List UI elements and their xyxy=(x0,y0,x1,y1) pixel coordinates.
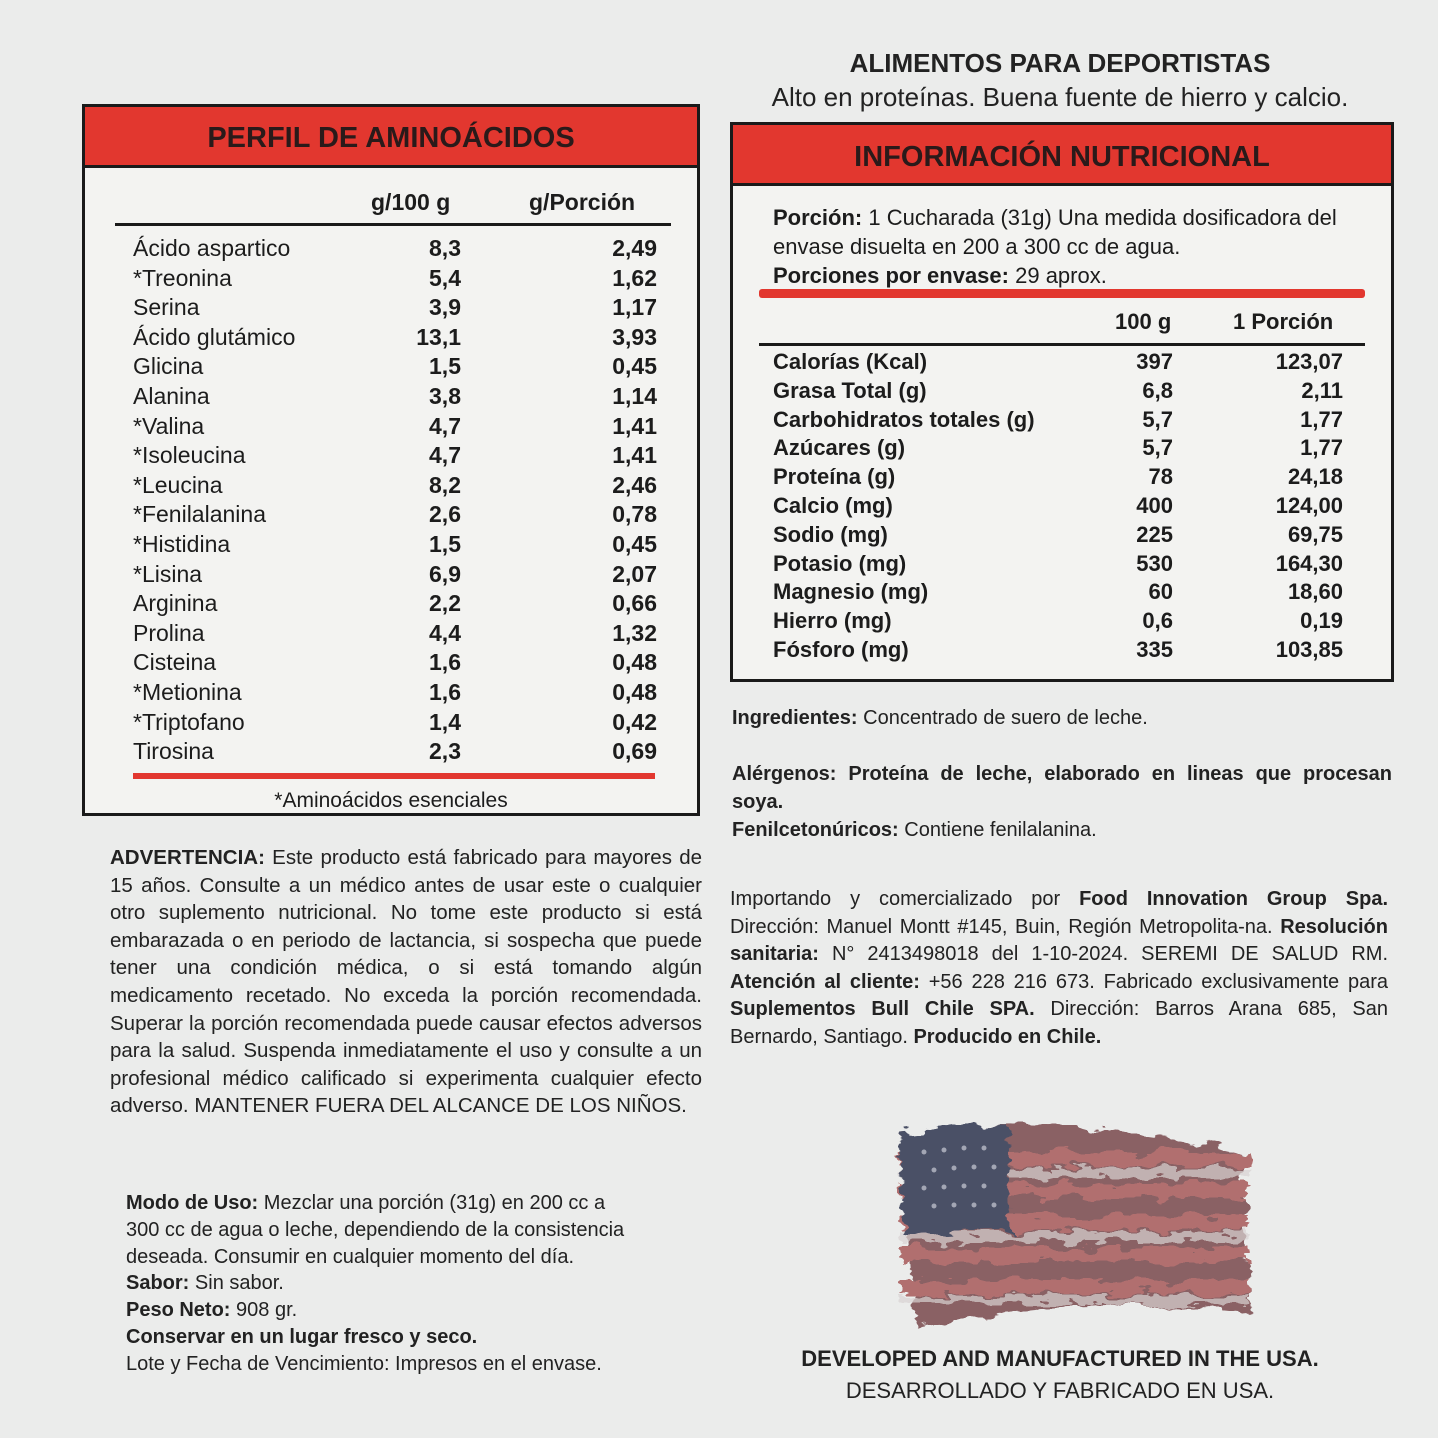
nutrient-name: *Triptofano xyxy=(133,708,245,735)
pku-text: Contiene fenilalanina. xyxy=(904,819,1097,841)
allergens-block xyxy=(732,760,1392,844)
value-per-100g: 2,6 xyxy=(429,501,461,528)
nutrient-name: Arginina xyxy=(133,590,218,617)
nutrient-name: *Treonina xyxy=(133,264,232,291)
nutrition-row xyxy=(773,349,1353,378)
amino-row xyxy=(133,619,657,650)
ingredients-block xyxy=(732,704,1392,732)
amino-footnote: *Aminoácidos esenciales xyxy=(274,789,508,812)
nutrition-red-divider xyxy=(759,289,1365,298)
value-per-portion: 3,93 xyxy=(612,323,657,350)
value-per-100g: 4,4 xyxy=(429,619,461,646)
amino-row xyxy=(133,442,657,472)
value-per-portion: 0,69 xyxy=(612,738,657,765)
value-per-portion: 1,41 xyxy=(612,442,657,469)
nutrient-name: Proteína (g) xyxy=(773,464,896,490)
value-per-100g: 78 xyxy=(1148,464,1173,490)
value-per-portion: 18,60 xyxy=(1287,579,1343,605)
portion-label: Porción: xyxy=(773,205,863,230)
value-per-100g: 6,9 xyxy=(429,560,461,587)
value-per-portion: 0,45 xyxy=(612,353,657,380)
nutrition-column-headers xyxy=(759,305,1365,346)
flavor-label: Sabor: xyxy=(126,1272,190,1295)
weight-label: Peso Neto: xyxy=(126,1299,231,1322)
nutrition-row xyxy=(773,464,1353,493)
storage-text: Conservar en un lugar fresco y seco. xyxy=(126,1325,478,1348)
value-per-portion: 124,00 xyxy=(1275,492,1343,518)
nutrition-panel-title: INFORMACIÓN NUTRICIONAL xyxy=(733,125,1391,186)
usage-line3: deseada. Consumir en cualquier momento del día. xyxy=(126,1245,575,1268)
amino-row xyxy=(133,353,657,383)
value-per-100g: 3,9 xyxy=(429,294,461,321)
nutrient-name: Magnesio (mg) xyxy=(773,579,929,605)
importer-block xyxy=(730,886,1388,1052)
value-per-portion: 0,66 xyxy=(612,590,657,617)
amino-acid-panel xyxy=(82,104,700,816)
value-per-portion: 1,17 xyxy=(612,294,657,321)
warning-label: ADVERTENCIA: xyxy=(110,846,265,869)
amino-red-divider xyxy=(133,773,655,779)
value-per-portion: 0,45 xyxy=(612,530,657,557)
nutrient-name: Ácido glutámico xyxy=(133,323,296,350)
nutrient-name: *Valina xyxy=(133,412,205,439)
value-per-100g: 1,6 xyxy=(429,678,461,705)
value-per-100g: 8,2 xyxy=(429,471,461,498)
amino-row xyxy=(133,471,657,502)
value-per-100g: 13,1 xyxy=(416,323,461,350)
value-per-portion: 123,07 xyxy=(1275,349,1343,374)
usa-flag-icon xyxy=(880,1112,1260,1342)
nutrient-name: Tirosina xyxy=(133,738,214,765)
value-per-portion: 0,48 xyxy=(612,678,657,705)
usage-line1: Mezclar una porción (31g) en 200 cc a xyxy=(263,1192,606,1214)
pku-label: Fenilcetonúricos: xyxy=(732,819,899,841)
value-per-portion: 1,32 xyxy=(612,619,657,646)
value-per-100g: 1,5 xyxy=(429,530,461,557)
nutrient-name: Ácido aspartico xyxy=(133,235,291,261)
resolution-label: Resolución sanitaria: xyxy=(730,915,1388,966)
value-per-100g: 400 xyxy=(1136,492,1173,518)
resolution-text: N° 2413498018 del 1-10-2024. SEREMI DE SALUD RM. xyxy=(831,943,1389,966)
value-per-portion: 164,30 xyxy=(1275,550,1343,576)
value-per-100g: 1,5 xyxy=(429,353,461,380)
value-per-100g: 530 xyxy=(1136,550,1173,576)
value-per-portion: 2,49 xyxy=(612,235,657,261)
amino-table xyxy=(133,235,657,768)
usage-block xyxy=(126,1190,706,1378)
lot-text: Lote y Fecha de Vencimiento: Impresos en el envase. xyxy=(126,1352,602,1375)
made-in-usa-english: DEVELOPED AND MANUFACTURED IN THE USA. xyxy=(801,1346,1319,1371)
amino-row xyxy=(133,235,657,265)
customer-service-text: +56 228 216 673. Fabricado exclusivamente para xyxy=(928,970,1388,993)
amino-row xyxy=(133,530,657,561)
value-per-100g: 335 xyxy=(1136,636,1173,662)
amino-row xyxy=(133,590,657,620)
nutrition-row xyxy=(773,407,1353,436)
nutrient-name: *Isoleucina xyxy=(133,442,246,469)
value-per-portion: 0,42 xyxy=(612,708,657,735)
value-per-100g: 225 xyxy=(1136,521,1173,547)
nutrition-row xyxy=(773,493,1353,522)
nutrient-name: Serina xyxy=(133,294,200,321)
amino-row xyxy=(133,560,657,591)
usage-line2: 300 cc de agua o leche, dependiendo de la consistencia xyxy=(126,1218,625,1241)
amino-col-100g: g/100 g xyxy=(371,189,451,215)
nutrient-name: *Lisina xyxy=(133,560,203,587)
amino-row xyxy=(133,382,657,413)
value-per-100g: 4,7 xyxy=(429,442,461,469)
weight-text: 908 gr. xyxy=(236,1299,298,1322)
warning-text: Este producto está fabricado para mayores de 15 años. Consulte a un médico antes de usar este o cualquier otro suplemento nutricional. No tome este producto si está embarazada o en periodo de lactancia, si sospecha que puede tener una condición médica, o si está tomando algún medicamento recetado. No exceda la porción recomendada. Superar la porción recomendada puede causar efectos adversos para la salud. Suspenda inmediatamente el uso y consulte a un profesional médico calificado si experimenta cualquier efecto adverso. MANTENER FUERA DEL ALCANCE DE LOS NIÑOS. xyxy=(110,846,702,1118)
value-per-100g: 60 xyxy=(1148,579,1173,605)
nutrition-panel xyxy=(730,122,1394,682)
product-category-title: ALIMENTOS PARA DEPORTISTAS xyxy=(849,48,1271,78)
nutrition-row xyxy=(773,378,1353,407)
amino-column-headers xyxy=(115,187,671,226)
made-in-usa-spanish: DESARROLLADO Y FABRICADO EN USA. xyxy=(845,1378,1275,1403)
value-per-100g: 1,4 xyxy=(429,708,461,735)
amino-col-portion: g/Porción xyxy=(529,189,636,215)
warning-block xyxy=(110,844,702,1120)
value-per-100g: 5,4 xyxy=(429,264,461,291)
value-per-100g: 5,7 xyxy=(1142,435,1173,461)
usage-label: Modo de Uso: xyxy=(126,1192,259,1214)
nutrient-name: Prolina xyxy=(133,619,205,646)
amino-row xyxy=(133,323,657,354)
servings-label: Porciones por envase: xyxy=(773,263,1009,288)
value-per-portion: 0,48 xyxy=(612,649,657,676)
value-per-100g: 4,7 xyxy=(429,412,461,439)
amino-row xyxy=(133,501,657,531)
nutrient-name: Carbohidratos totales (g) xyxy=(773,406,1035,432)
value-per-100g: 8,3 xyxy=(429,235,461,261)
manufacturer-name: Suplementos Bull Chile SPA. xyxy=(730,998,1035,1021)
nutrition-row xyxy=(773,551,1353,580)
nutrition-row xyxy=(773,608,1353,637)
servings-text: 29 aprox. xyxy=(1015,263,1107,288)
portion-text: 1 Cucharada (31g) Una medida dosificadora del envase disuelta en 200 a 300 cc de agua. xyxy=(773,205,1337,259)
value-per-portion: 2,46 xyxy=(612,471,657,498)
nutrient-name: Potasio (mg) xyxy=(773,550,907,576)
nutrient-name: Calcio (mg) xyxy=(773,492,893,518)
value-per-portion: 1,77 xyxy=(1300,406,1343,432)
nutrient-name: Glicina xyxy=(133,353,204,380)
value-per-100g: 397 xyxy=(1136,349,1173,374)
value-per-100g: 3,8 xyxy=(429,382,461,409)
value-per-100g: 2,2 xyxy=(429,590,461,617)
nutrition-row xyxy=(773,637,1353,666)
manufacturer-address: Dirección: Barros Arana 685, San Bernardo, Santiago. xyxy=(730,998,1388,1048)
value-per-portion: 69,75 xyxy=(1287,521,1343,547)
amino-row xyxy=(133,678,657,709)
customer-service-label: Atención al cliente: xyxy=(730,970,920,993)
allergens-text: Proteína de leche, elaborado en lineas que procesan soya. xyxy=(732,763,1392,813)
nutrition-row xyxy=(773,522,1353,551)
amino-panel-title: PERFIL DE AMINOÁCIDOS xyxy=(85,107,697,168)
value-per-100g: 2,3 xyxy=(429,738,461,765)
value-per-portion: 24,18 xyxy=(1287,464,1343,490)
origin-text: Producido en Chile. xyxy=(913,1025,1102,1048)
nutrient-name: Grasa Total (g) xyxy=(773,377,927,403)
nutrient-name: *Histidina xyxy=(133,530,231,557)
amino-row xyxy=(133,412,657,443)
nutrient-name: *Fenilalanina xyxy=(133,501,266,528)
value-per-portion: 0,78 xyxy=(612,501,657,528)
amino-row xyxy=(133,708,657,739)
nutrition-row xyxy=(773,579,1353,608)
value-per-100g: 0,6 xyxy=(1142,608,1173,634)
nutrition-row xyxy=(773,435,1353,464)
value-per-portion: 1,14 xyxy=(612,382,657,409)
nutrient-name: Sodio (mg) xyxy=(773,521,888,547)
value-per-100g: 5,7 xyxy=(1142,406,1173,432)
importer-address: Dirección: Manuel Montt #145, Buin, Región Metropolita-na. xyxy=(730,915,1273,938)
value-per-portion: 1,62 xyxy=(612,264,657,291)
product-claim-subtitle: Alto en proteínas. Buena fuente de hierro y calcio. xyxy=(771,82,1349,112)
amino-row xyxy=(133,738,657,768)
nutrient-name: *Leucina xyxy=(133,471,223,498)
nutrition-col-portion: 1 Porción xyxy=(1233,309,1334,334)
value-per-portion: 1,41 xyxy=(612,412,657,439)
nutrition-col-100g: 100 g xyxy=(1115,309,1172,334)
allergens-label: Alérgenos: xyxy=(732,763,837,785)
value-per-portion: 2,07 xyxy=(612,560,657,587)
value-per-portion: 2,11 xyxy=(1301,377,1343,403)
flavor-text: Sin sabor. xyxy=(194,1272,284,1295)
importer-company: Food Innovation Group Spa. xyxy=(1079,888,1388,910)
value-per-100g: 1,6 xyxy=(429,649,461,676)
nutrient-name: Azúcares (g) xyxy=(773,435,906,461)
value-per-portion: 103,85 xyxy=(1275,636,1343,662)
nutrient-name: *Metionina xyxy=(133,678,242,705)
nutrient-name: Cisteina xyxy=(133,649,217,676)
ingredients-label: Ingredientes: xyxy=(732,707,858,729)
value-per-portion: 0,19 xyxy=(1300,608,1343,634)
nutrient-name: Alanina xyxy=(133,382,210,409)
nutrient-name: Hierro (mg) xyxy=(773,608,892,634)
amino-row xyxy=(133,649,657,679)
value-per-100g: 6,8 xyxy=(1142,377,1173,403)
nutrient-name: Calorías (Kcal) xyxy=(773,349,928,374)
portion-info xyxy=(773,203,1373,290)
importer-intro: Importando y comercializado por xyxy=(730,888,1061,910)
value-per-portion: 1,77 xyxy=(1300,435,1343,461)
nutrient-name: Fósforo (mg) xyxy=(773,636,909,662)
ingredients-text: Concentrado de suero de leche. xyxy=(863,707,1148,729)
amino-row xyxy=(133,294,657,324)
amino-row xyxy=(133,264,657,295)
nutrition-table xyxy=(773,349,1353,666)
